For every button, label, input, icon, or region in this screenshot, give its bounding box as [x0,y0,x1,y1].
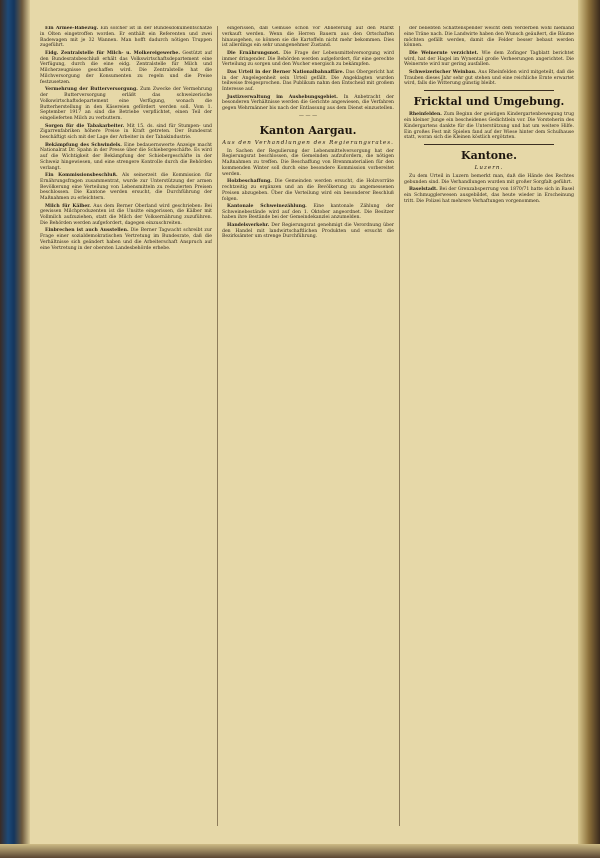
paragraph: Ein Armee-Babezug. Ein solcher ist in der Bundesdokumentschätze in Olten eingetroffen worden. Er enthält ein Referenten und zwei Badewagen mit je 32 Wannen. Man hofft dadurch nötigen Truppen zugeführt. [40,26,212,49]
column-1 [40,26,212,826]
column-3 [404,26,574,826]
paragraph: Bekämpfung des Schwindels. Eine bedauernswerte Anzeige macht Nationalrat Dr. Spahn in der Presse über die Schiebergeschäfte. Es wird auf die Wichtigkeit der Bekämpfung der Schiebergeschäfte in der Schweiz hingewiesen, und eine strengere Kontrolle durch die Behörden verlangt. [40,142,212,171]
paragraph: Einbrechen ist auch Ausstellen. Die Berner Tagwacht schreibt zur Frage einer sozialdemokratischen Vertretung im Bundesrate, daß die Verhältnisse sich geändert haben und die Arbeiterschaft Anspruch auf eine Vertretung in der obersten Landesbehörde erhebe. [40,228,212,251]
section-heading: Fricktal und Umgebung. [413,95,565,109]
paragraph: eingerissen, daß Gemüse schon vor Ablieferung auf den Markt verkauft werden. Wenn die Herren Bauern aus den Ortschaften hinausgehen, so können sie die Kartoffeln nicht mehr bekommen. Dies ist allerdings ein sehr unangenehmer Zustand. [222,26,394,49]
paragraph: Kantonale Schweinezählung. Eine kantonale Zählung der Schweinebestände wird auf den 1. Oktober angeordnet. Die Besitzer haben ihre Bestände bei der Gemeindekanzlei anzumelden. [222,203,394,221]
book-binding [0,0,30,858]
paragraph: Ein Kommissionsbeschluß. Als seinerzeit die Kommission für Ernährungsfragen zusammentrat, wurde zur Unterstützung der armen Bevölkerung eine Verteilung von Lebensmitteln zu reduzierten Preisen beschlossen. Die Kantone werden ersucht, die Durchführung der Maßnahmen zu erleichtern. [40,173,212,202]
section-subheading: Luzern. [474,165,504,172]
paragraph: Schweizerischer Weinbau. Aus Rheinfelden wird mitgeteilt, daß die Trauben dieses Jahr sehr gut stehen und eine reichliche Ernte erwartet wird, falls die Witterung günstig bleibt. [404,69,574,87]
paragraph: Die Ernährungsnot. Die Frage der Lebensmittelversorgung wird immer dringender. Die Behörden werden aufgefordert, für eine gerechte Verteilung zu sorgen und den Wucher energisch zu bekämpfen. [222,50,394,68]
page-bottom-edge [0,844,600,858]
paragraph: Das Urteil in der Berner Nationalbahnaffäre. Das Obergericht hat in der Angelegenheit sein Urteil gefällt. Die Angeklagten wurden teilweise freigesprochen. Das Publikum nahm den Entscheid mit großem Interesse auf. [222,69,394,93]
paragraph: In Sachen der Regulierung der Lebensmittelversorgung hat der Regierungsrat beschlossen, die Gemeinden aufzufordern, die nötigen Maßnahmen zu treffen. Die Beschaffung von Brennmaterialien für den kommenden Winter soll durch eine besondere Kommission vorbereitet werden. [222,148,394,177]
column-2 [222,26,394,826]
paragraph: Milch für Kälber. Aus dem Berner Oberland wird geschrieben: Bei gewissen Milchproduzenten ist die Unsitte eingerissen, die Kälber mit Vollmilch aufzuziehen, statt die Milch der Volksernährung zuzuführen. Die Behörden werden aufgefordert, dagegen einzuschreiten. [40,203,212,227]
paragraph: Handelsverkehr. Der Regierungsrat genehmigt die Verordnung über den Handel mit landwirtschaftlichen Produkten und ersucht die Bezirksämter um strenge Durchführung. [222,222,394,240]
paragraph: Baselstadt. Bei der Grenzabsperrung von 1870/71 hatte sich in Basel ein Schmugglerwesen ausgebildet, das heute wieder in Erscheinung tritt. Die Polizei hat mehrere Verhaftungen vorgenommen. [404,187,574,204]
paragraph: Sorgen für die Tabakarbeiter. Mit 15. ds. sind für Stumpen- und Zigarrenfabriken höhere Preise in Kraft getreten. Der Bundesrat beschäftigt sich mit der Lage der Arbeiter in der Tabakindustrie. [40,123,212,141]
paragraph: Justizverwaltung im Aushebungsgebiet. In Anbetracht der besonderen Verhältnisse werden die Gerichte angewiesen, die Verfahren gegen Wehrmänner bis nach der Entlassung aus dem Dienst einzustellen. [222,94,394,112]
separator: — — — [298,112,318,119]
paragraph: Vermehrung der Butterversorgung. Zum Zwecke der Vermehrung der Butterversorgung erläßt das schweizerische Volkswirtschaftsdepartement eine Verfügung, wonach die Butterherstellung in den Käsereien gefördert werden soll. Vom 1. September 1917 an sind die Betriebe verpflichtet, einen Teil der eingelieferten Milch zu verbuttern. [40,87,212,122]
paragraph: Rheinfelden. Zum Beginn der geistigen Kindergartenbewegung trug ein kleiner Junge ein bescheidenes Gedichtlein vor. Die Vorsteherin des Kindergartens dankte für die Unterstützung und bat um weitere Hilfe. Ein großes Fest mit Spielen fand auf der Wiese hinter dem Schulhause statt, woran sich die Kleinen köstlich ergötzten. [404,112,574,141]
section-subheading: Aus den Verhandlungen des Regierungsrates. [222,139,394,146]
column-divider [217,26,218,826]
page-edge [578,0,600,858]
column-divider [399,26,400,826]
paragraph: Die Weinernte verzichtet. Wie dem Zofinger Tagblatt berichtet wird, hat der Hagel im Wynental große Verheerungen angerichtet. Die Weinernte wird nur gering ausfallen. [404,50,574,68]
separator-line [424,90,554,91]
paragraph: der beliebten Schattenspender weicht dem Verderben wohl niemand eine Träne nach. Die Landwirte haben den Wunsch geäußert, die Bäume möchten gefällt werden, damit die Felder besser bebaut werden können. [404,26,574,49]
paragraph: Zu dem Urteil in Luzern bemerkt man, daß die Hände des Rechtes gebunden sind. Die Verhandlungen wurden mit großer Sorgfalt geführt. [404,173,574,185]
section-heading: Kanton Aargau. [259,123,357,137]
separator-line [424,144,554,145]
paragraph: Eidg. Zentralstelle für Milch- u. Molkereigewerbe. Gestützt auf den Bundesratsbeschluß erhält das Volkswirtschaftsdepartement eine Verfügung, durch die eine eidg. Zentralstelle für Milch und Milcherzeugnisse geschaffen wird. Die Zentralstelle hat die Milchversorgung der Konsumenten zu regeln und die Preise festzusetzen. [40,50,212,85]
section-heading: Kantone. [461,149,517,163]
paragraph: Holzbeschaffung. Die Gemeinden werden ersucht, die Holzvorräte rechtzeitig zu ergänzen und an die Bevölkerung zu angemessenen Preisen abzugeben. Über die Verteilung wird ein besonderer Beschluß folgen. [222,179,394,202]
